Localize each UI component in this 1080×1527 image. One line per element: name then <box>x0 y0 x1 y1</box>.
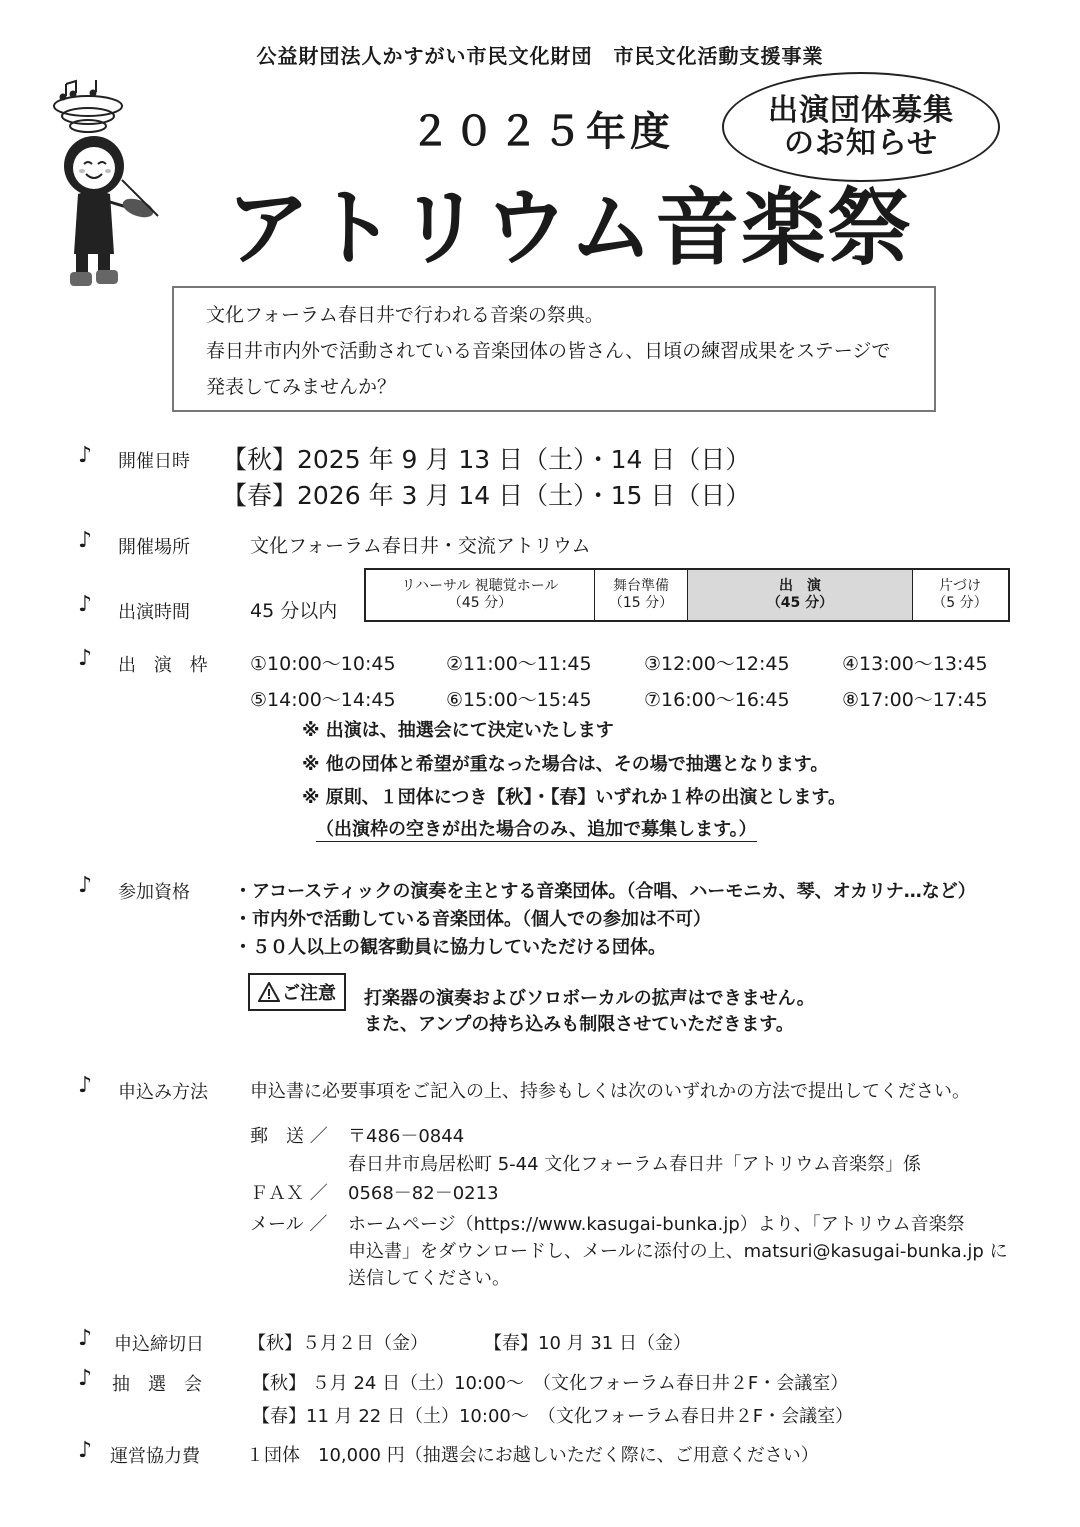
slots-label: 出 演 枠 <box>118 655 214 676</box>
note-bullet-icon: ♪ <box>78 592 93 617</box>
eligibility-item3: ・５０人以上の観客動員に協力していただける団体。 <box>234 937 666 958</box>
note-bullet-icon: ♪ <box>78 1073 93 1098</box>
time-value: 45 分以内 <box>250 600 338 622</box>
fax-value: 0568－82－0213 <box>348 1183 499 1204</box>
deadline-spring: 【春】10 月 31 日（金） <box>484 1333 691 1354</box>
slot-3: ③12:00～12:45 <box>644 653 790 675</box>
mascot-violinist-illustration <box>26 76 176 296</box>
schedule-performance-label: 出 演 <box>779 578 821 594</box>
schedule-rehearsal <box>366 570 595 620</box>
eligibility-label: 参加資格 <box>118 882 190 903</box>
venue-label: 開催場所 <box>118 537 190 558</box>
slot-2: ②11:00～11:45 <box>446 653 592 675</box>
slot-1: ①10:00～10:45 <box>250 653 396 675</box>
schedule-stage-prep-duration: （15 分） <box>608 595 674 611</box>
note-bullet-icon: ♪ <box>78 443 93 468</box>
intro-box <box>172 286 936 412</box>
deadline-label: 申込締切日 <box>114 1334 204 1355</box>
slot-7: ⑦16:00～16:45 <box>644 689 790 711</box>
schedule-stage-prep <box>595 570 688 620</box>
organization-header: 公益財団法人かすがい市民文化財団 市民文化活動支援事業 <box>256 44 824 68</box>
intro-line3: 発表してみませんか？ <box>206 376 397 398</box>
mail-zip: 〒486－0844 <box>348 1126 465 1147</box>
caution-line1: 打楽器の演奏およびソロボーカルの拡声はできません。 <box>364 988 815 1009</box>
note-bullet-icon: ♪ <box>78 1438 93 1463</box>
caution-badge <box>248 973 346 1011</box>
schedule-rehearsal-duration: （45 分） <box>447 595 513 611</box>
apply-label: 申込み方法 <box>118 1082 208 1103</box>
apply-intro: 申込書に必要事項をご記入の上、持参もしくは次のいずれかの方法で提出してください。 <box>250 1081 970 1102</box>
slot-4: ④13:00～13:45 <box>842 653 988 675</box>
slots-note4: （出演枠の空きが出た場合のみ、追加で募集します。） <box>316 815 757 842</box>
mail-address: 春日井市鳥居松町 5-44 文化フォーラム春日井「アトリウム音楽祭」係 <box>348 1154 922 1175</box>
schedule-performance-duration: （45 分） <box>766 595 834 611</box>
slots-note1: ※ 出演は、抽選会にて決定いたします <box>302 720 614 741</box>
caution-label: ご注意 <box>282 983 336 1004</box>
badge-line2: のお知らせ <box>783 126 939 161</box>
eligibility-item1: ・アコースティックの演奏を主とする音楽団体。（合唱、ハーモニカ、琴、オカリナ…など） <box>234 881 976 902</box>
note-bullet-icon: ♪ <box>78 646 93 671</box>
schedule-rehearsal-label: リハーサル 視聴覚ホール <box>401 578 559 594</box>
dates-label: 開催日時 <box>118 451 190 472</box>
slot-6: ⑥15:00～15:45 <box>446 689 592 711</box>
mail-label: 郵 送 ／ <box>250 1126 328 1147</box>
dates-spring: 【春】2026 年 3 月 14 日（土）・15 日（日） <box>222 481 751 510</box>
note-bullet-icon: ♪ <box>78 528 93 553</box>
schedule-cleanup-label: 片づけ <box>939 578 981 594</box>
fax-label: ＦＡＸ ／ <box>250 1183 328 1204</box>
eligibility-item2: ・市内外で活動している音楽団体。（個人での参加は不可） <box>234 909 711 930</box>
schedule-cleanup-duration: （5 分） <box>932 595 988 611</box>
venue-value: 文化フォーラム春日井・交流アトリウム <box>250 535 591 557</box>
lottery-autumn: 【秋】 ５月 24 日（土）10:00～ （文化フォーラム春日井２F・会議室） <box>252 1373 849 1394</box>
fee-label: 運営協力費 <box>110 1446 200 1467</box>
intro-line1: 文化フォーラム春日井で行われる音楽の祭典。 <box>206 304 604 326</box>
deadline-autumn: 【秋】５月２日（金） <box>248 1333 428 1354</box>
schedule-stage-prep-label: 舞台準備 <box>613 578 669 594</box>
note-bullet-icon: ♪ <box>78 1326 93 1351</box>
schedule-performance <box>688 570 913 620</box>
note-bullet-icon: ♪ <box>78 873 93 898</box>
event-title: アトリウム音楽祭 <box>226 179 914 277</box>
warning-icon <box>258 982 280 1002</box>
email-line1: ホームページ（https://www.kasugai-bunka.jp）より、「アトリウム音楽祭 <box>348 1214 965 1235</box>
dates-autumn: 【秋】2025 年 9 月 13 日（土）・14 日（日） <box>222 445 751 474</box>
recruitment-badge <box>722 72 1000 182</box>
slot-8: ⑧17:00～17:45 <box>842 689 988 711</box>
lottery-spring: 【春】11 月 22 日（土）10:00～ （文化フォーラム春日井２F・会議室） <box>252 1406 854 1427</box>
email-line3: 送信してください。 <box>348 1268 510 1289</box>
badge-line1: 出演団体募集 <box>768 93 954 128</box>
note-bullet-icon: ♪ <box>78 1366 93 1391</box>
lottery-label: 抽 選 会 <box>112 1374 202 1395</box>
time-label: 出演時間 <box>118 602 190 623</box>
year-heading: ２０２５年度 <box>410 109 674 155</box>
slots-note3: ※ 原則、１団体につき【秋】・【春】いずれか１枠の出演とします。 <box>302 787 846 808</box>
schedule-table <box>364 568 1010 622</box>
email-label: メール ／ <box>250 1214 328 1235</box>
slots-note2: ※ 他の団体と希望が重なった場合は、その場で抽選となります。 <box>302 754 829 775</box>
intro-line2: 春日井市内外で活動されている音楽団体の皆さん、日頃の練習成果をステージで <box>206 340 891 362</box>
email-line2: 申込書」をダウンロードし、メールに添付の上、matsuri@kasugai-bunka.jp に <box>348 1241 1008 1262</box>
schedule-cleanup <box>913 570 1007 620</box>
fee-value: １団体 10,000 円（抽選会にお越しいただく際に、ご用意ください） <box>246 1445 819 1466</box>
slot-5: ⑤14:00～14:45 <box>250 689 396 711</box>
caution-line2: また、アンプの持ち込みも制限させていただきます。 <box>364 1014 794 1035</box>
